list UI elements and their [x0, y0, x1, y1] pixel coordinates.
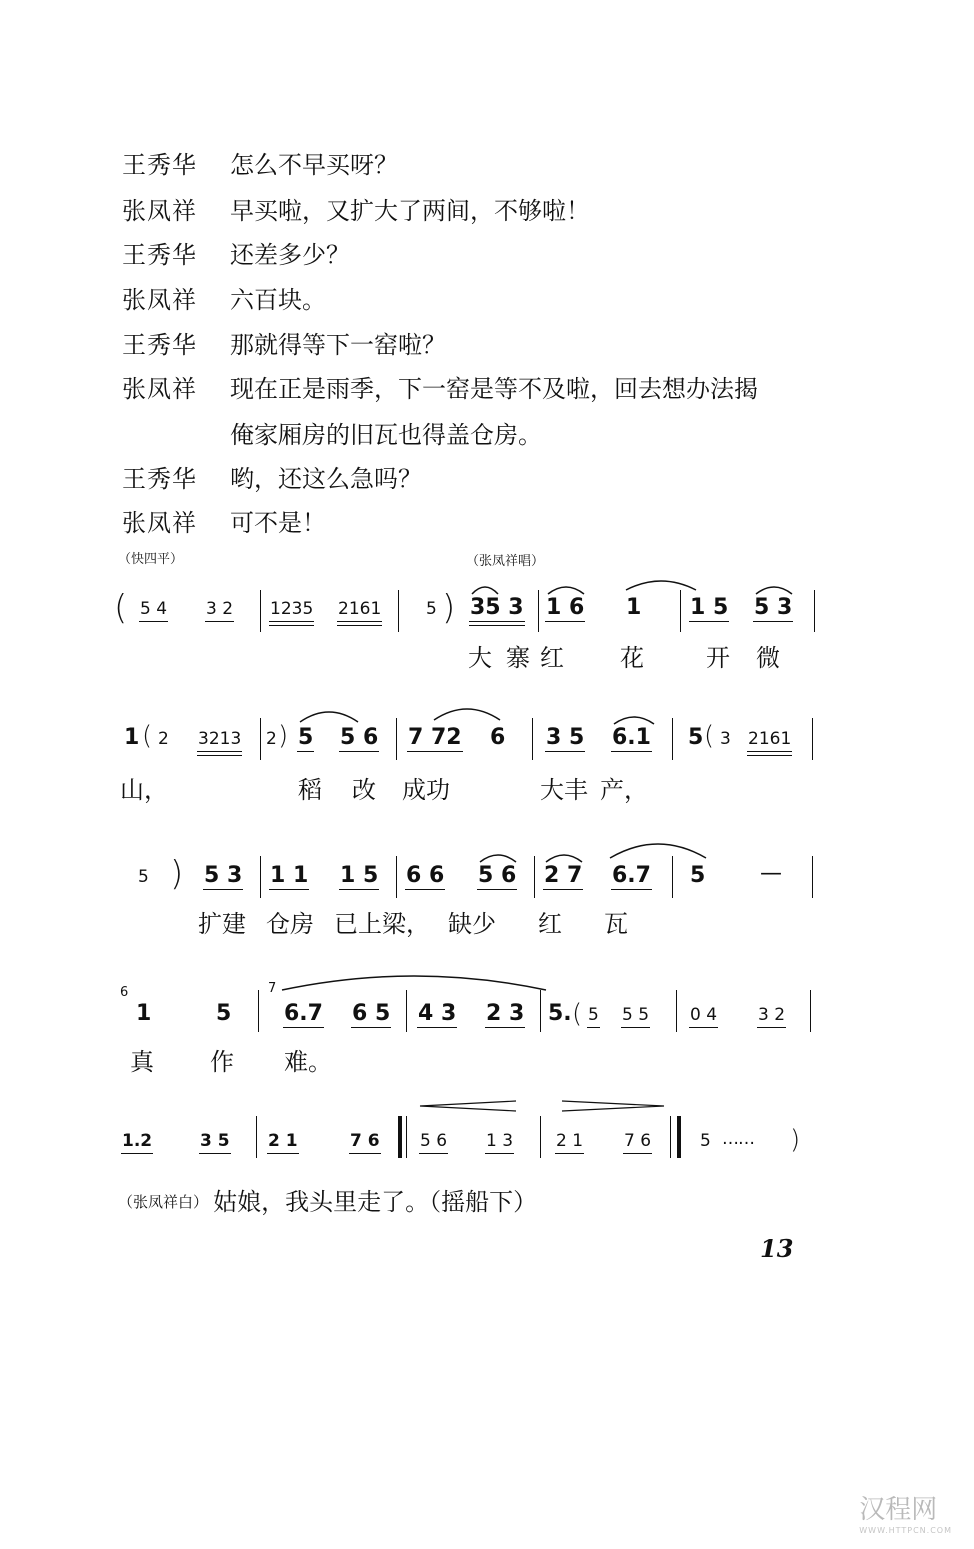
lyric: 难。 — [284, 1048, 332, 1076]
speaker-name: 张凤祥 — [122, 286, 197, 314]
note: 5 — [138, 867, 149, 887]
speaker-name: 张凤祥 — [122, 509, 197, 537]
bar-line — [396, 856, 397, 898]
slur — [754, 580, 794, 596]
note: 5 — [426, 599, 437, 619]
open-paren: ( — [572, 999, 583, 1029]
lyric: 红 — [540, 644, 564, 672]
note: 5 — [700, 1131, 711, 1151]
note: 5 5 — [622, 1005, 650, 1025]
note: 5 3 — [204, 863, 243, 888]
bar-line — [406, 990, 407, 1032]
slur — [546, 580, 586, 596]
speech-text: 俺家厢房的旧瓦也得盖仓房。 — [230, 421, 542, 449]
note: 2 7 — [544, 863, 583, 888]
note: 1 6 — [546, 595, 585, 620]
lyric: 红 — [538, 910, 562, 938]
close-paren: ) — [790, 1125, 801, 1155]
bar-line — [814, 590, 815, 632]
bar-line — [260, 856, 261, 898]
note: 3 2 — [758, 1005, 786, 1025]
note: 6.7 — [284, 1001, 323, 1026]
page-number: 13 — [760, 1234, 794, 1263]
speech-text: 那就得等下一窑啦？ — [230, 331, 446, 359]
speech-text: 早买啦，又扩大了两间，不够啦！ — [230, 197, 590, 225]
note: 2161 — [748, 729, 792, 749]
slur — [612, 710, 656, 726]
lyric: 大丰 — [540, 776, 588, 804]
close-paren: ) — [170, 854, 184, 894]
lyric: 瓦 — [604, 910, 628, 938]
note: 1.2 — [122, 1131, 153, 1151]
grace-note: 6 — [120, 985, 129, 1000]
note: 5 3 — [754, 595, 793, 620]
lyric: 已上梁， — [334, 910, 430, 938]
dash: — — [760, 861, 782, 886]
bar-line — [812, 856, 813, 898]
speech-text: 哟，还这么急吗？ — [230, 465, 422, 493]
bar-line — [532, 718, 533, 760]
slur — [470, 580, 500, 596]
bar-line — [540, 990, 541, 1032]
note: 5 — [588, 1005, 599, 1025]
note: 2161 — [338, 599, 382, 619]
note: 3 5 — [546, 725, 585, 750]
note: 5 6 — [340, 725, 379, 750]
note: 5 4 — [140, 599, 168, 619]
bar-line — [398, 590, 399, 632]
open-paren: ( — [142, 721, 153, 751]
speaker-name: 张凤祥 — [122, 375, 197, 403]
note: 1 — [626, 595, 642, 620]
repeat-end-bar — [677, 1116, 681, 1158]
bar-line — [256, 1116, 257, 1158]
note: 2 — [158, 729, 169, 749]
note: 3 2 — [206, 599, 234, 619]
bar-line — [680, 590, 681, 632]
note: 6 5 — [352, 1001, 391, 1026]
speech-text: 可不是！ — [230, 509, 326, 537]
singer-mark: （张凤祥唱） — [466, 554, 545, 569]
speech-text: 六百块。 — [230, 286, 326, 314]
lyric: 真 — [130, 1048, 154, 1076]
bar-line — [258, 990, 259, 1032]
lyric: 微 — [756, 644, 780, 672]
note: 3213 — [198, 729, 242, 749]
lyric: 改 — [352, 776, 376, 804]
note: 5 — [690, 863, 706, 888]
speaker-name: 王秀华 — [122, 331, 197, 359]
note: 35 3 — [470, 595, 524, 620]
close-paren: ) — [442, 588, 456, 628]
watermark-text: 汉程网 — [859, 1495, 938, 1525]
note: 5 6 — [478, 863, 517, 888]
spoken-line — [118, 1182, 537, 1217]
spoken-label: （张凤祥白） — [118, 1193, 209, 1211]
slur — [298, 704, 360, 724]
spoken-text: 姑娘，我头里走了。（摇船下） — [213, 1188, 538, 1216]
bar-line — [260, 590, 261, 632]
speech-text: 怎么不早买呀？ — [230, 151, 398, 179]
lyric: 山， — [120, 776, 168, 804]
lyric: 仓房 — [266, 910, 314, 938]
lyric: 大 — [468, 644, 492, 672]
lyric: 花 — [620, 644, 644, 672]
lyric: 缺少 — [448, 910, 496, 938]
tempo-mark: （快四平） — [118, 552, 184, 567]
close-paren: ) — [278, 721, 289, 751]
bar-line — [538, 590, 539, 632]
note: 7 6 — [624, 1131, 652, 1151]
bar-line — [672, 718, 673, 760]
note: 7 72 — [408, 725, 462, 750]
slur — [432, 700, 502, 722]
speaker-name: 王秀华 — [122, 151, 197, 179]
note: 1 5 — [340, 863, 379, 888]
watermark-url: WWW.HTTPCN.COM — [859, 1526, 952, 1535]
repeat-start-thin-bar — [406, 1116, 407, 1158]
note: 1235 — [270, 599, 314, 619]
slur — [624, 574, 698, 592]
slur — [544, 848, 584, 864]
note: 0 4 — [690, 1005, 718, 1025]
crescendo-hairpin — [418, 1100, 518, 1112]
open-paren: ( — [704, 721, 715, 751]
grace-note: 7 — [268, 981, 277, 996]
lyric: 扩建 — [198, 910, 246, 938]
speaker-name: 张凤祥 — [122, 197, 197, 225]
speech-text: 现在正是雨季，下一窑是等不及啦，回去想办法揭 — [230, 375, 758, 403]
bar-line — [540, 1116, 541, 1158]
bar-line — [534, 856, 535, 898]
speech-text: 还差多少？ — [230, 241, 350, 269]
note: 7 6 — [350, 1131, 380, 1151]
note: 3 5 — [200, 1131, 230, 1151]
note: 6 6 — [406, 863, 445, 888]
speaker-name: 王秀华 — [122, 241, 197, 269]
lyric: 开 — [706, 644, 730, 672]
bar-line — [812, 718, 813, 760]
slur — [608, 836, 708, 860]
note: 2 1 — [268, 1131, 298, 1151]
note: 5. — [548, 1001, 572, 1026]
repeat-start-bar — [398, 1116, 402, 1158]
note: 5 — [298, 725, 314, 750]
speaker-name: 王秀华 — [122, 465, 197, 493]
lyric: 寨 — [506, 644, 530, 672]
slur — [280, 970, 548, 992]
note: 1 1 — [270, 863, 309, 888]
note: 2 — [266, 729, 277, 749]
note: 1 — [124, 725, 140, 750]
note: 5 — [688, 725, 704, 750]
note: 6.1 — [612, 725, 651, 750]
lyric: 作 — [210, 1048, 234, 1076]
note: 4 3 — [418, 1001, 457, 1026]
bar-line — [810, 990, 811, 1032]
repeat-end-thin-bar — [670, 1116, 671, 1158]
bar-line — [676, 990, 677, 1032]
decrescendo-hairpin — [560, 1100, 666, 1112]
note: 2 1 — [556, 1131, 584, 1151]
note: 6.7 — [612, 863, 651, 888]
note: 5 — [216, 1001, 232, 1026]
note: 2 3 — [486, 1001, 525, 1026]
bar-line — [672, 856, 673, 898]
note: 1 5 — [690, 595, 729, 620]
note: 6 — [490, 725, 506, 750]
lyric: 稻 — [298, 776, 322, 804]
lyric: 产， — [600, 776, 648, 804]
note: 1 3 — [486, 1131, 514, 1151]
note: 1 — [136, 1001, 152, 1026]
lyric: 成功 — [402, 776, 450, 804]
note: 5 6 — [420, 1131, 448, 1151]
ellipsis: …… — [722, 1129, 754, 1149]
bar-line — [260, 718, 261, 760]
watermark-logo — [859, 1489, 952, 1535]
bar-line — [396, 718, 397, 760]
open-paren: ( — [114, 588, 128, 628]
slur — [478, 848, 518, 864]
note: 3 — [720, 729, 731, 749]
